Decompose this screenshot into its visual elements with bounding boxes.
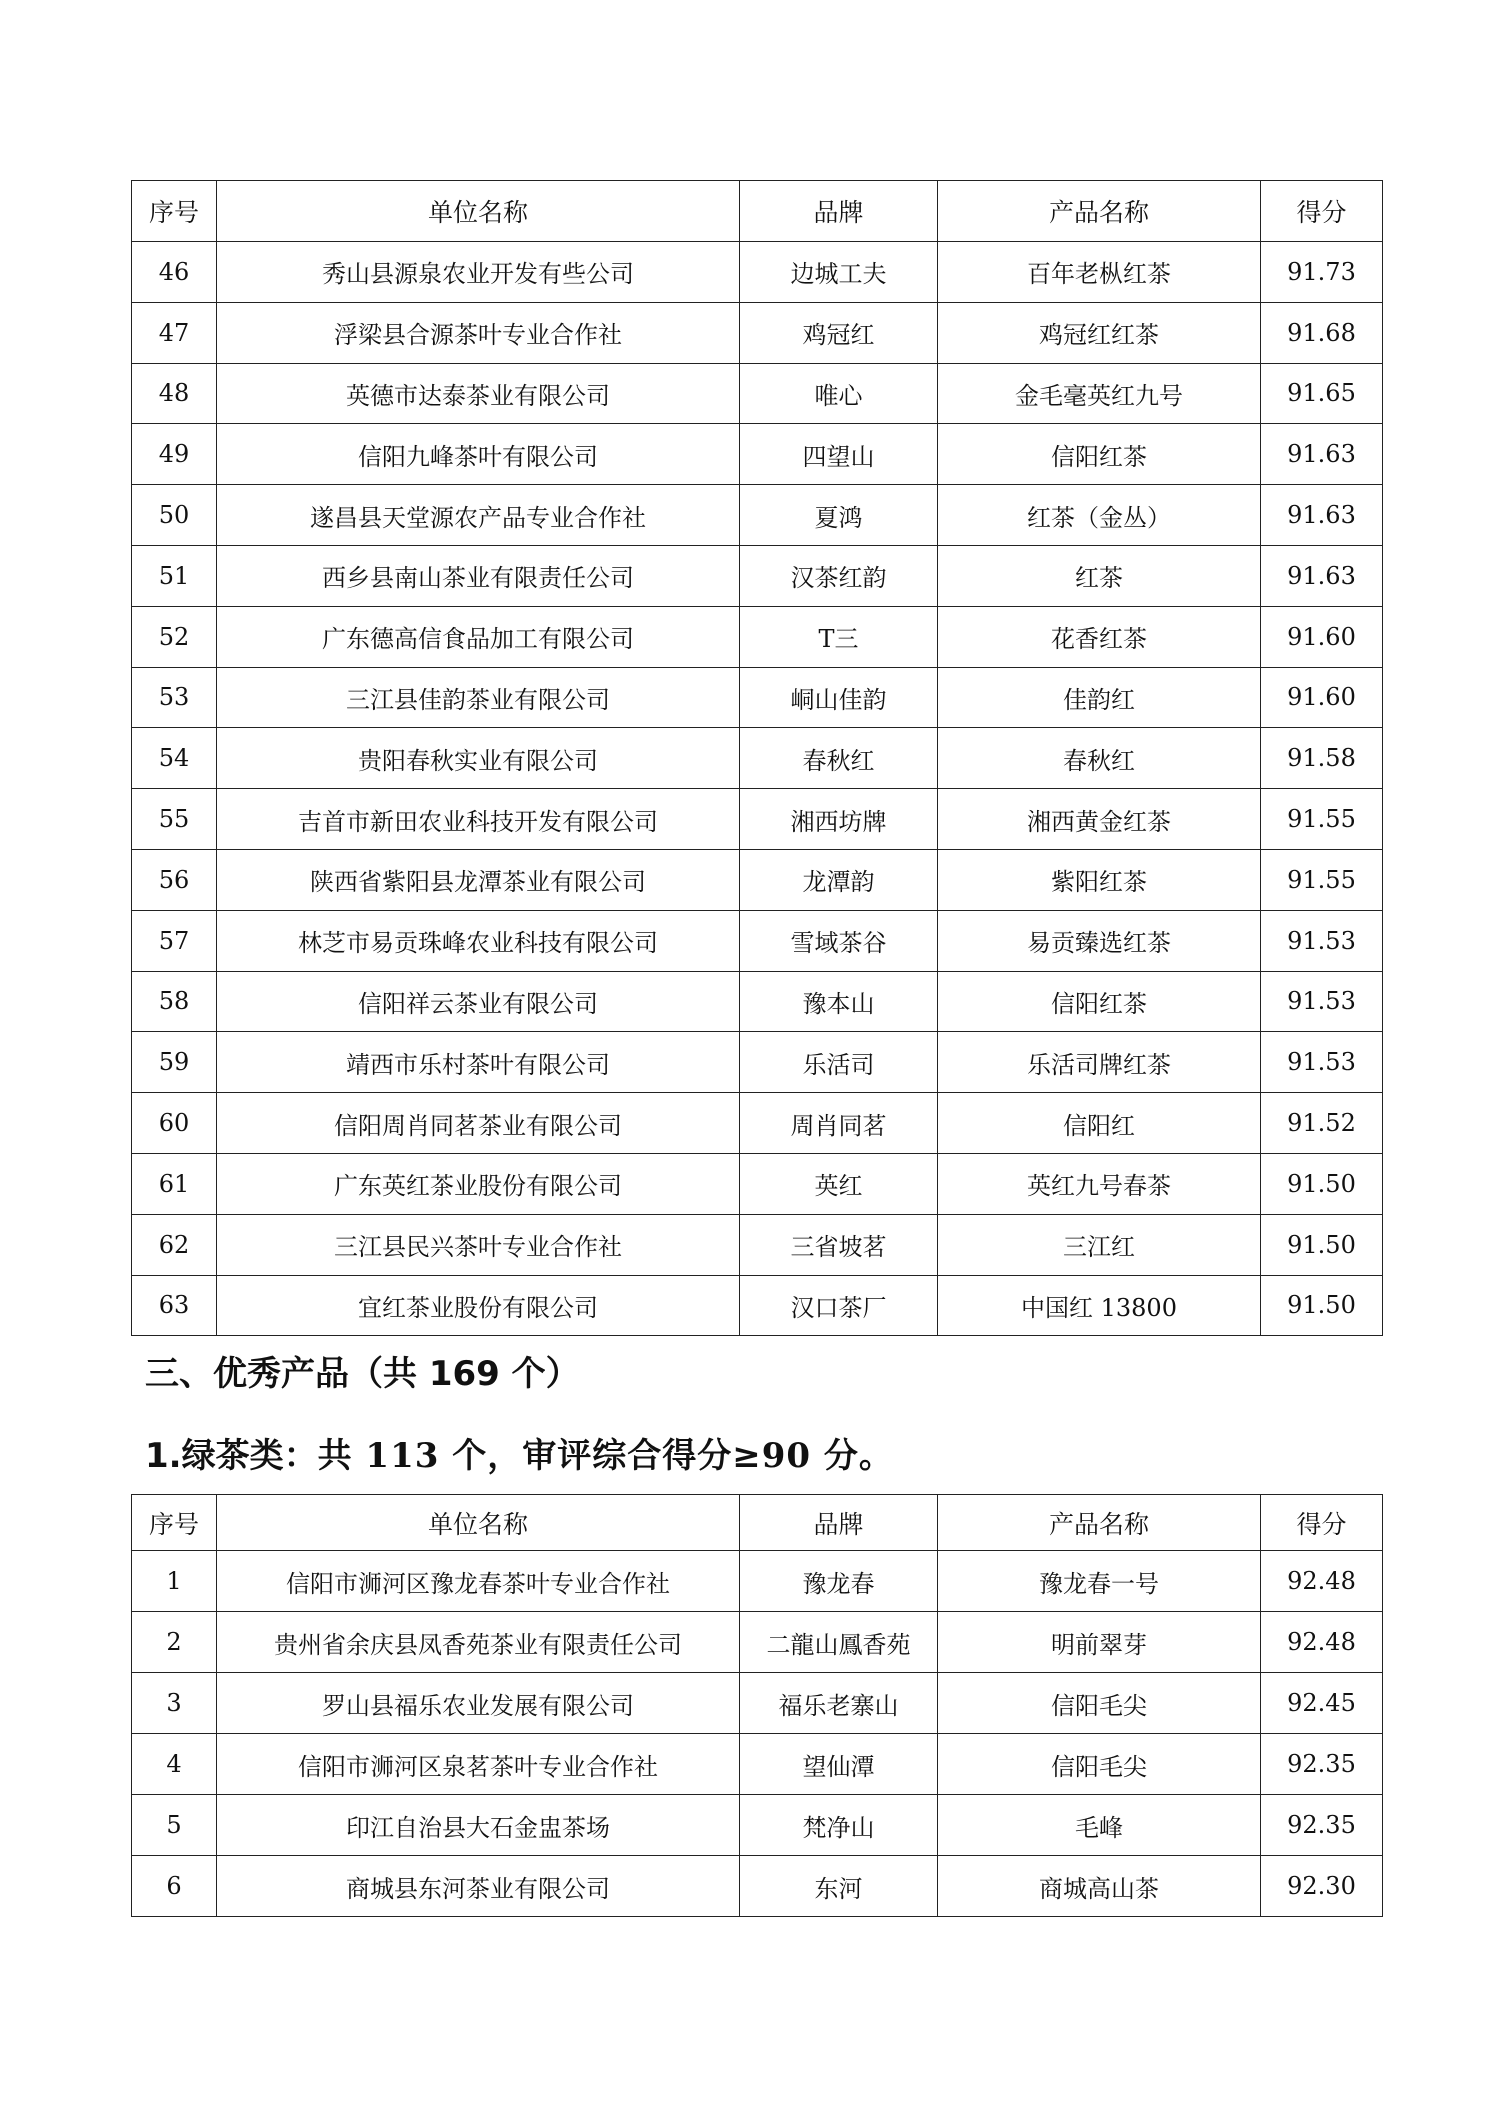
- cell-serial: 46: [132, 242, 217, 303]
- cell-product: 乐活司牌红茶: [938, 1032, 1261, 1093]
- cell-brand: 夏鸿: [740, 485, 938, 546]
- cell-brand: 豫本山: [740, 971, 938, 1032]
- cell-serial: 61: [132, 1153, 217, 1214]
- cell-score: 91.63: [1261, 545, 1383, 606]
- cell-serial: 47: [132, 302, 217, 363]
- table-row: [132, 1153, 1383, 1214]
- cell-company: 广东德高信食品加工有限公司: [217, 606, 740, 667]
- cell-product: 中国红 13800: [938, 1275, 1261, 1336]
- cell-product: 鸡冠红红茶: [938, 302, 1261, 363]
- cell-score: 92.35: [1261, 1734, 1383, 1795]
- table-row: [132, 606, 1383, 667]
- table-row: [132, 1856, 1383, 1917]
- header-score: 得分: [1261, 1495, 1383, 1551]
- cell-product: 易贡臻选红茶: [938, 910, 1261, 971]
- cell-serial: 53: [132, 667, 217, 728]
- cell-score: 91.63: [1261, 485, 1383, 546]
- cell-product: 三江红: [938, 1214, 1261, 1275]
- cell-product: 佳韵红: [938, 667, 1261, 728]
- cell-brand: 乐活司: [740, 1032, 938, 1093]
- cell-product: 信阳毛尖: [938, 1734, 1261, 1795]
- table-row: [132, 242, 1383, 303]
- table-row: [132, 1214, 1383, 1275]
- table-header-row: [132, 1495, 1383, 1551]
- cell-serial: 51: [132, 545, 217, 606]
- header-company: 单位名称: [217, 1495, 740, 1551]
- cell-product: 红茶（金丛）: [938, 485, 1261, 546]
- cell-company: 三江县佳韵茶业有限公司: [217, 667, 740, 728]
- cell-company: 印江自治县大石金盅茶场: [217, 1795, 740, 1856]
- cell-company: 秀山县源泉农业开发有些公司: [217, 242, 740, 303]
- cell-brand: 周肖同茗: [740, 1093, 938, 1154]
- cell-brand: 豫龙春: [740, 1551, 938, 1612]
- cell-product: 豫龙春一号: [938, 1551, 1261, 1612]
- cell-product: 信阳毛尖: [938, 1673, 1261, 1734]
- cell-product: 信阳红茶: [938, 424, 1261, 485]
- cell-brand: T三: [740, 606, 938, 667]
- header-score: 得分: [1261, 181, 1383, 242]
- cell-serial: 54: [132, 728, 217, 789]
- cell-score: 91.65: [1261, 363, 1383, 424]
- cell-serial: 56: [132, 849, 217, 910]
- cell-score: 92.35: [1261, 1795, 1383, 1856]
- cell-brand: 福乐老寨山: [740, 1673, 938, 1734]
- cell-serial: 48: [132, 363, 217, 424]
- results-table-green-tea: [131, 1494, 1383, 1917]
- table-row: [132, 1734, 1383, 1795]
- cell-company: 信阳祥云茶业有限公司: [217, 971, 740, 1032]
- cell-score: 91.53: [1261, 1032, 1383, 1093]
- cell-score: 92.45: [1261, 1673, 1383, 1734]
- results-table-top: [131, 180, 1383, 1336]
- table-header-row: [132, 181, 1383, 242]
- cell-serial: 50: [132, 485, 217, 546]
- table-row: [132, 1275, 1383, 1336]
- header-brand: 品牌: [740, 1495, 938, 1551]
- cell-serial: 58: [132, 971, 217, 1032]
- cell-company: 广东英红茶业股份有限公司: [217, 1153, 740, 1214]
- cell-serial: 2: [132, 1612, 217, 1673]
- cell-score: 91.73: [1261, 242, 1383, 303]
- cell-serial: 55: [132, 789, 217, 850]
- header-company: 单位名称: [217, 181, 740, 242]
- cell-score: 91.60: [1261, 667, 1383, 728]
- table-row: [132, 1032, 1383, 1093]
- table-row: [132, 728, 1383, 789]
- cell-company: 信阳周肖同茗茶业有限公司: [217, 1093, 740, 1154]
- table-row: [132, 667, 1383, 728]
- subsection-number: 1.: [145, 1436, 182, 1476]
- cell-brand: 汉口茶厂: [740, 1275, 938, 1336]
- cell-score: 91.55: [1261, 789, 1383, 850]
- cell-score: 91.50: [1261, 1153, 1383, 1214]
- cell-serial: 52: [132, 606, 217, 667]
- cell-serial: 5: [132, 1795, 217, 1856]
- table-row: [132, 1093, 1383, 1154]
- cell-score: 91.50: [1261, 1214, 1383, 1275]
- cell-brand: 二龍山鳳香苑: [740, 1612, 938, 1673]
- cell-company: 商城县东河茶业有限公司: [217, 1856, 740, 1917]
- cell-product: 毛峰: [938, 1795, 1261, 1856]
- cell-product: 英红九号春茶: [938, 1153, 1261, 1214]
- table-row: [132, 545, 1383, 606]
- cell-brand: 汉茶红韵: [740, 545, 938, 606]
- header-product: 产品名称: [938, 1495, 1261, 1551]
- cell-serial: 4: [132, 1734, 217, 1795]
- cell-score: 91.60: [1261, 606, 1383, 667]
- table-row: [132, 363, 1383, 424]
- cell-product: 金毛毫英红九号: [938, 363, 1261, 424]
- cell-serial: 62: [132, 1214, 217, 1275]
- cell-product: 春秋红: [938, 728, 1261, 789]
- cell-score: 91.53: [1261, 910, 1383, 971]
- cell-product: 信阳红: [938, 1093, 1261, 1154]
- cell-company: 林芝市易贡珠峰农业科技有限公司: [217, 910, 740, 971]
- cell-company: 吉首市新田农业科技开发有限公司: [217, 789, 740, 850]
- cell-brand: 湘西坊牌: [740, 789, 938, 850]
- table-row: [132, 849, 1383, 910]
- cell-product: 红茶: [938, 545, 1261, 606]
- subsection-description: 共 113 个，审评综合得分≥90 分。: [317, 1436, 894, 1476]
- cell-product: 商城高山茶: [938, 1856, 1261, 1917]
- subsection-category: 绿茶类：: [181, 1436, 318, 1476]
- cell-score: 92.48: [1261, 1612, 1383, 1673]
- cell-company: 贵阳春秋实业有限公司: [217, 728, 740, 789]
- cell-serial: 49: [132, 424, 217, 485]
- cell-serial: 3: [132, 1673, 217, 1734]
- cell-brand: 边城工夫: [740, 242, 938, 303]
- cell-serial: 60: [132, 1093, 217, 1154]
- cell-brand: 三省坡茗: [740, 1214, 938, 1275]
- cell-brand: 东河: [740, 1856, 938, 1917]
- cell-brand: 鸡冠红: [740, 302, 938, 363]
- cell-serial: 57: [132, 910, 217, 971]
- cell-score: 91.63: [1261, 424, 1383, 485]
- cell-brand: 四望山: [740, 424, 938, 485]
- header-product: 产品名称: [938, 181, 1261, 242]
- cell-score: 91.68: [1261, 302, 1383, 363]
- cell-score: 91.53: [1261, 971, 1383, 1032]
- cell-company: 三江县民兴茶叶专业合作社: [217, 1214, 740, 1275]
- cell-score: 92.30: [1261, 1856, 1383, 1917]
- cell-company: 信阳九峰茶叶有限公司: [217, 424, 740, 485]
- cell-product: 信阳红茶: [938, 971, 1261, 1032]
- table-row: [132, 1612, 1383, 1673]
- cell-product: 花香红茶: [938, 606, 1261, 667]
- cell-product: 百年老枞红茶: [938, 242, 1261, 303]
- cell-company: 贵州省余庆县凤香苑茶业有限责任公司: [217, 1612, 740, 1673]
- cell-brand: 峒山佳韵: [740, 667, 938, 728]
- header-serial: 序号: [132, 181, 217, 242]
- cell-serial: 63: [132, 1275, 217, 1336]
- cell-company: 宜红茶业股份有限公司: [217, 1275, 740, 1336]
- cell-brand: 英红: [740, 1153, 938, 1214]
- cell-score: 91.55: [1261, 849, 1383, 910]
- cell-brand: 唯心: [740, 363, 938, 424]
- table-row: [132, 1673, 1383, 1734]
- cell-product: 湘西黄金红茶: [938, 789, 1261, 850]
- table-row: [132, 302, 1383, 363]
- cell-serial: 6: [132, 1856, 217, 1917]
- cell-company: 遂昌县天堂源农产品专业合作社: [217, 485, 740, 546]
- cell-company: 靖西市乐村茶叶有限公司: [217, 1032, 740, 1093]
- cell-score: 91.58: [1261, 728, 1383, 789]
- cell-product: 明前翠芽: [938, 1612, 1261, 1673]
- cell-score: 91.52: [1261, 1093, 1383, 1154]
- cell-brand: 梵净山: [740, 1795, 938, 1856]
- table-row: [132, 424, 1383, 485]
- table-row: [132, 910, 1383, 971]
- section-heading: 三、优秀产品（共 169 个）: [145, 1354, 580, 1394]
- header-brand: 品牌: [740, 181, 938, 242]
- table-row: [132, 1795, 1383, 1856]
- cell-brand: 春秋红: [740, 728, 938, 789]
- cell-company: 罗山县福乐农业发展有限公司: [217, 1673, 740, 1734]
- cell-company: 信阳市浉河区豫龙春茶叶专业合作社: [217, 1551, 740, 1612]
- cell-brand: 雪域茶谷: [740, 910, 938, 971]
- cell-score: 92.48: [1261, 1551, 1383, 1612]
- cell-company: 浮梁县合源茶叶专业合作社: [217, 302, 740, 363]
- cell-serial: 59: [132, 1032, 217, 1093]
- table-row: [132, 485, 1383, 546]
- cell-score: 91.50: [1261, 1275, 1383, 1336]
- cell-company: 陕西省紫阳县龙潭茶业有限公司: [217, 849, 740, 910]
- cell-company: 西乡县南山茶业有限责任公司: [217, 545, 740, 606]
- cell-brand: 望仙潭: [740, 1734, 938, 1795]
- subsection-heading: [145, 1428, 894, 1477]
- table-row: [132, 971, 1383, 1032]
- header-serial: 序号: [132, 1495, 217, 1551]
- cell-company: 信阳市浉河区泉茗茶叶专业合作社: [217, 1734, 740, 1795]
- table-row: [132, 1551, 1383, 1612]
- cell-company: 英德市达泰茶业有限公司: [217, 363, 740, 424]
- cell-brand: 龙潭韵: [740, 849, 938, 910]
- cell-product: 紫阳红茶: [938, 849, 1261, 910]
- table-row: [132, 789, 1383, 850]
- cell-serial: 1: [132, 1551, 217, 1612]
